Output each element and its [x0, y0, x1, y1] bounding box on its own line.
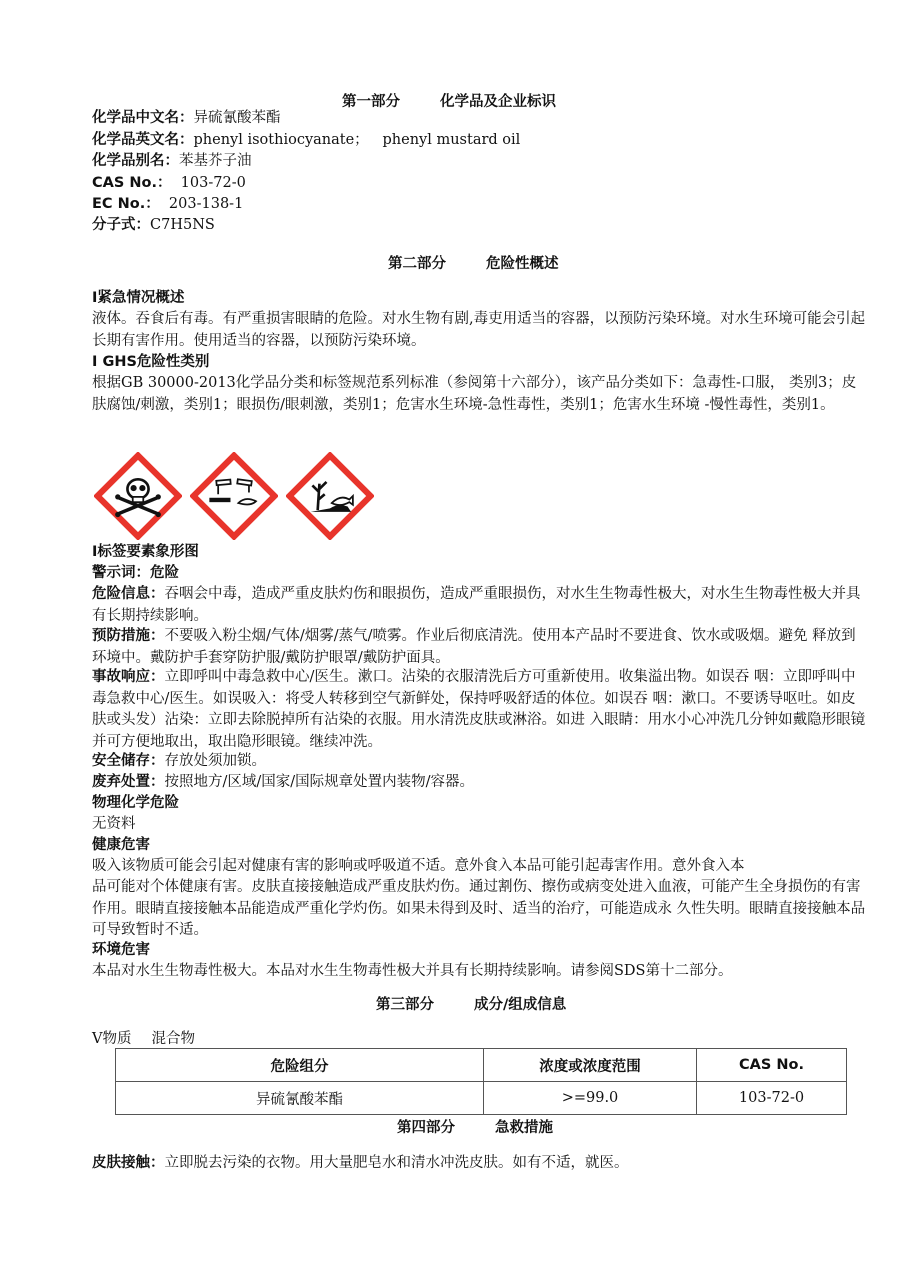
hazard-text: 吞咽会中毒，造成严重皮肤灼伤和眼损伤，造成严重眼损伤，对水生生物毒性极大，对水生生物毒性极大并具有长期持续影响。: [92, 586, 861, 624]
signal-label: 警示词：: [92, 565, 150, 581]
section-number: 第四部分: [397, 1120, 455, 1136]
field-value: 苯基芥子油: [179, 153, 252, 169]
prevention-measures: [92, 626, 867, 669]
section-number: 第三部分: [376, 997, 434, 1013]
section4-title: [397, 1116, 553, 1137]
health-heading: 健康危害: [92, 837, 150, 853]
ghs-text: 根据GB 30000-2013化学品分类和标签规范系列标准（参阅第十六部分），该产品分类如下：急毒性-口服， 类别3；皮肤腐蚀/刺激，类别1；眼损伤/眼刺激，类别1；危害水生环境-急性毒性，类别1；危害水生环境 -慢性毒性，类别1。: [92, 375, 857, 413]
pictogram-heading: I标签要素象形图: [92, 544, 199, 560]
health-text: 品可能对个体健康有害。皮肤直接接触造成严重皮肤灼伤。通过割伤、擦伤或病变处进入血液，可能产生全身损伤的有害作用。眼睛直接接触本品能造成严重化学灼伤。如果未得到及时、适当的治疗，可能造成永 久性失明。眼睛直接接触本品可导致暂时不适。: [92, 879, 866, 938]
table-cell: 异硫氰酸苯酯: [116, 1082, 484, 1115]
storage-text: 存放处须加锁。: [164, 753, 266, 769]
ec-field: [92, 194, 243, 214]
ghs-pictograms: [94, 452, 374, 540]
skull-crossbones-icon: [94, 452, 182, 540]
substance-type: [92, 1029, 195, 1049]
field-value: 103-72-0: [171, 175, 246, 191]
composition-table: [115, 1048, 847, 1115]
response-text: 立即呼叫中毒急救中心/医生。漱口。沾染的衣服清洗后方可重新使用。收集溢出物。如误吞 咽：立即呼叫中毒急救中心/医生。如误吸入：将受人转移到空气新鲜处，保持呼吸舒适的体位。如误吞 咽：漱口。不要诱导呕吐。如皮肤或头发）沾染：立即去除脱掉所有沾染的衣服。用水清洗皮肤或淋浴。如进 入眼睛：用水小心冲洗几分钟如戴隐形眼镜并可方便地取出，取出隐形眼镜。继续冲洗。: [92, 669, 866, 750]
column-header: 危险组分: [116, 1049, 484, 1082]
substance-value: 混合物: [151, 1031, 195, 1047]
table-row: [116, 1082, 847, 1115]
section-name: 危险性概述: [486, 256, 559, 272]
field-value: 203-138-1: [159, 196, 244, 212]
env-heading: 环境危害: [92, 942, 150, 958]
field-label: 分子式：: [92, 217, 150, 233]
prevention-label: 预防措施：: [92, 628, 165, 644]
section-name: 急救措施: [495, 1120, 553, 1136]
field-value: C7H5NS: [150, 217, 215, 233]
env-text: 本品对水生生物毒性极大。本品对水生生物毒性极大并具有长期持续影响。请参阅SDS第十二部分。: [92, 963, 733, 979]
english-name-field: [92, 130, 520, 150]
field-value: phenyl isothiocyanate； phenyl mustard oil: [193, 132, 521, 148]
section-number: 第二部分: [388, 256, 446, 272]
column-header: 浓度或浓度范围: [484, 1049, 697, 1082]
disposal: [92, 772, 474, 792]
table-cell: 103-72-0: [697, 1082, 847, 1115]
accident-response: [92, 667, 867, 753]
formula-field: [92, 215, 215, 235]
physchem-text: 无资料: [92, 816, 136, 832]
field-label: 化学品英文名：: [92, 132, 194, 148]
hazard-info: [92, 584, 867, 627]
field-label: 化学品别名：: [92, 153, 179, 169]
skin-label: 皮肤接触：: [92, 1155, 165, 1171]
field-label: EC No.：: [92, 196, 160, 212]
table-header-row: [116, 1049, 847, 1082]
chinese-name-field: [92, 108, 281, 128]
field-label: CAS No.：: [92, 175, 172, 191]
section1-title: [342, 90, 556, 111]
corrosion-icon: [190, 452, 278, 540]
table-cell: >=99.0: [484, 1082, 697, 1115]
emergency-text: 液体。吞食后有毒。有严重损害眼睛的危险。对水生物有剧,毒吏用适当的容器，以预防污染环境。对水生环境可能会引起长期有害作用。使用适当的容器，以预防污染环境。: [92, 311, 866, 349]
physchem-heading: 物理化学危险: [92, 795, 179, 811]
emergency-heading: I紧急情况概述: [92, 290, 185, 306]
column-header: CAS No.: [697, 1049, 847, 1082]
ghs-heading: I GHS危险性类别: [92, 354, 210, 370]
skin-contact: [92, 1153, 629, 1173]
prevention-text: 不要吸入粉尘烟/气体/烟雾/蒸气/喷雾。作业后彻底清洗。使用本产品时不要进食、饮水或吸烟。避免 释放到环境中。戴防护手套穿防护服/戴防护眼罩/戴防护面具。: [92, 628, 856, 666]
environment-icon: [286, 452, 374, 540]
health-text-line1: 吸入该物质可能会引起对健康有害的影响或呼吸道不适。意外食入本品可能引起毒害作用。意外食入本: [92, 858, 745, 874]
field-value: 异硫氰酸苯酯: [193, 110, 281, 126]
field-label: 化学品中文名：: [92, 110, 194, 126]
signal-word: [92, 563, 179, 583]
skin-text: 立即脱去污染的衣物。用大量肥皂水和清水冲洗皮肤。如有不适，就医。: [164, 1155, 629, 1171]
cas-field: [92, 173, 246, 193]
section-number: 第一部分: [342, 94, 400, 110]
section-name: 化学品及企业标识: [440, 94, 556, 110]
safe-storage: [92, 751, 266, 771]
section3-title: [376, 993, 566, 1014]
section-name: 成分/组成信息: [474, 997, 567, 1013]
section2-title: [388, 252, 559, 273]
substance-label: V物质: [92, 1031, 132, 1047]
hazard-label: 危险信息：: [92, 586, 165, 602]
signal-value: 危险: [150, 565, 179, 581]
storage-label: 安全储存：: [92, 753, 165, 769]
alias-field: [92, 151, 252, 171]
response-label: 事故响应：: [92, 669, 165, 685]
disposal-text: 按照地方/区域/国家/国际规章处置内装物/容器。: [164, 774, 475, 790]
disposal-label: 废弃处置：: [92, 774, 165, 790]
